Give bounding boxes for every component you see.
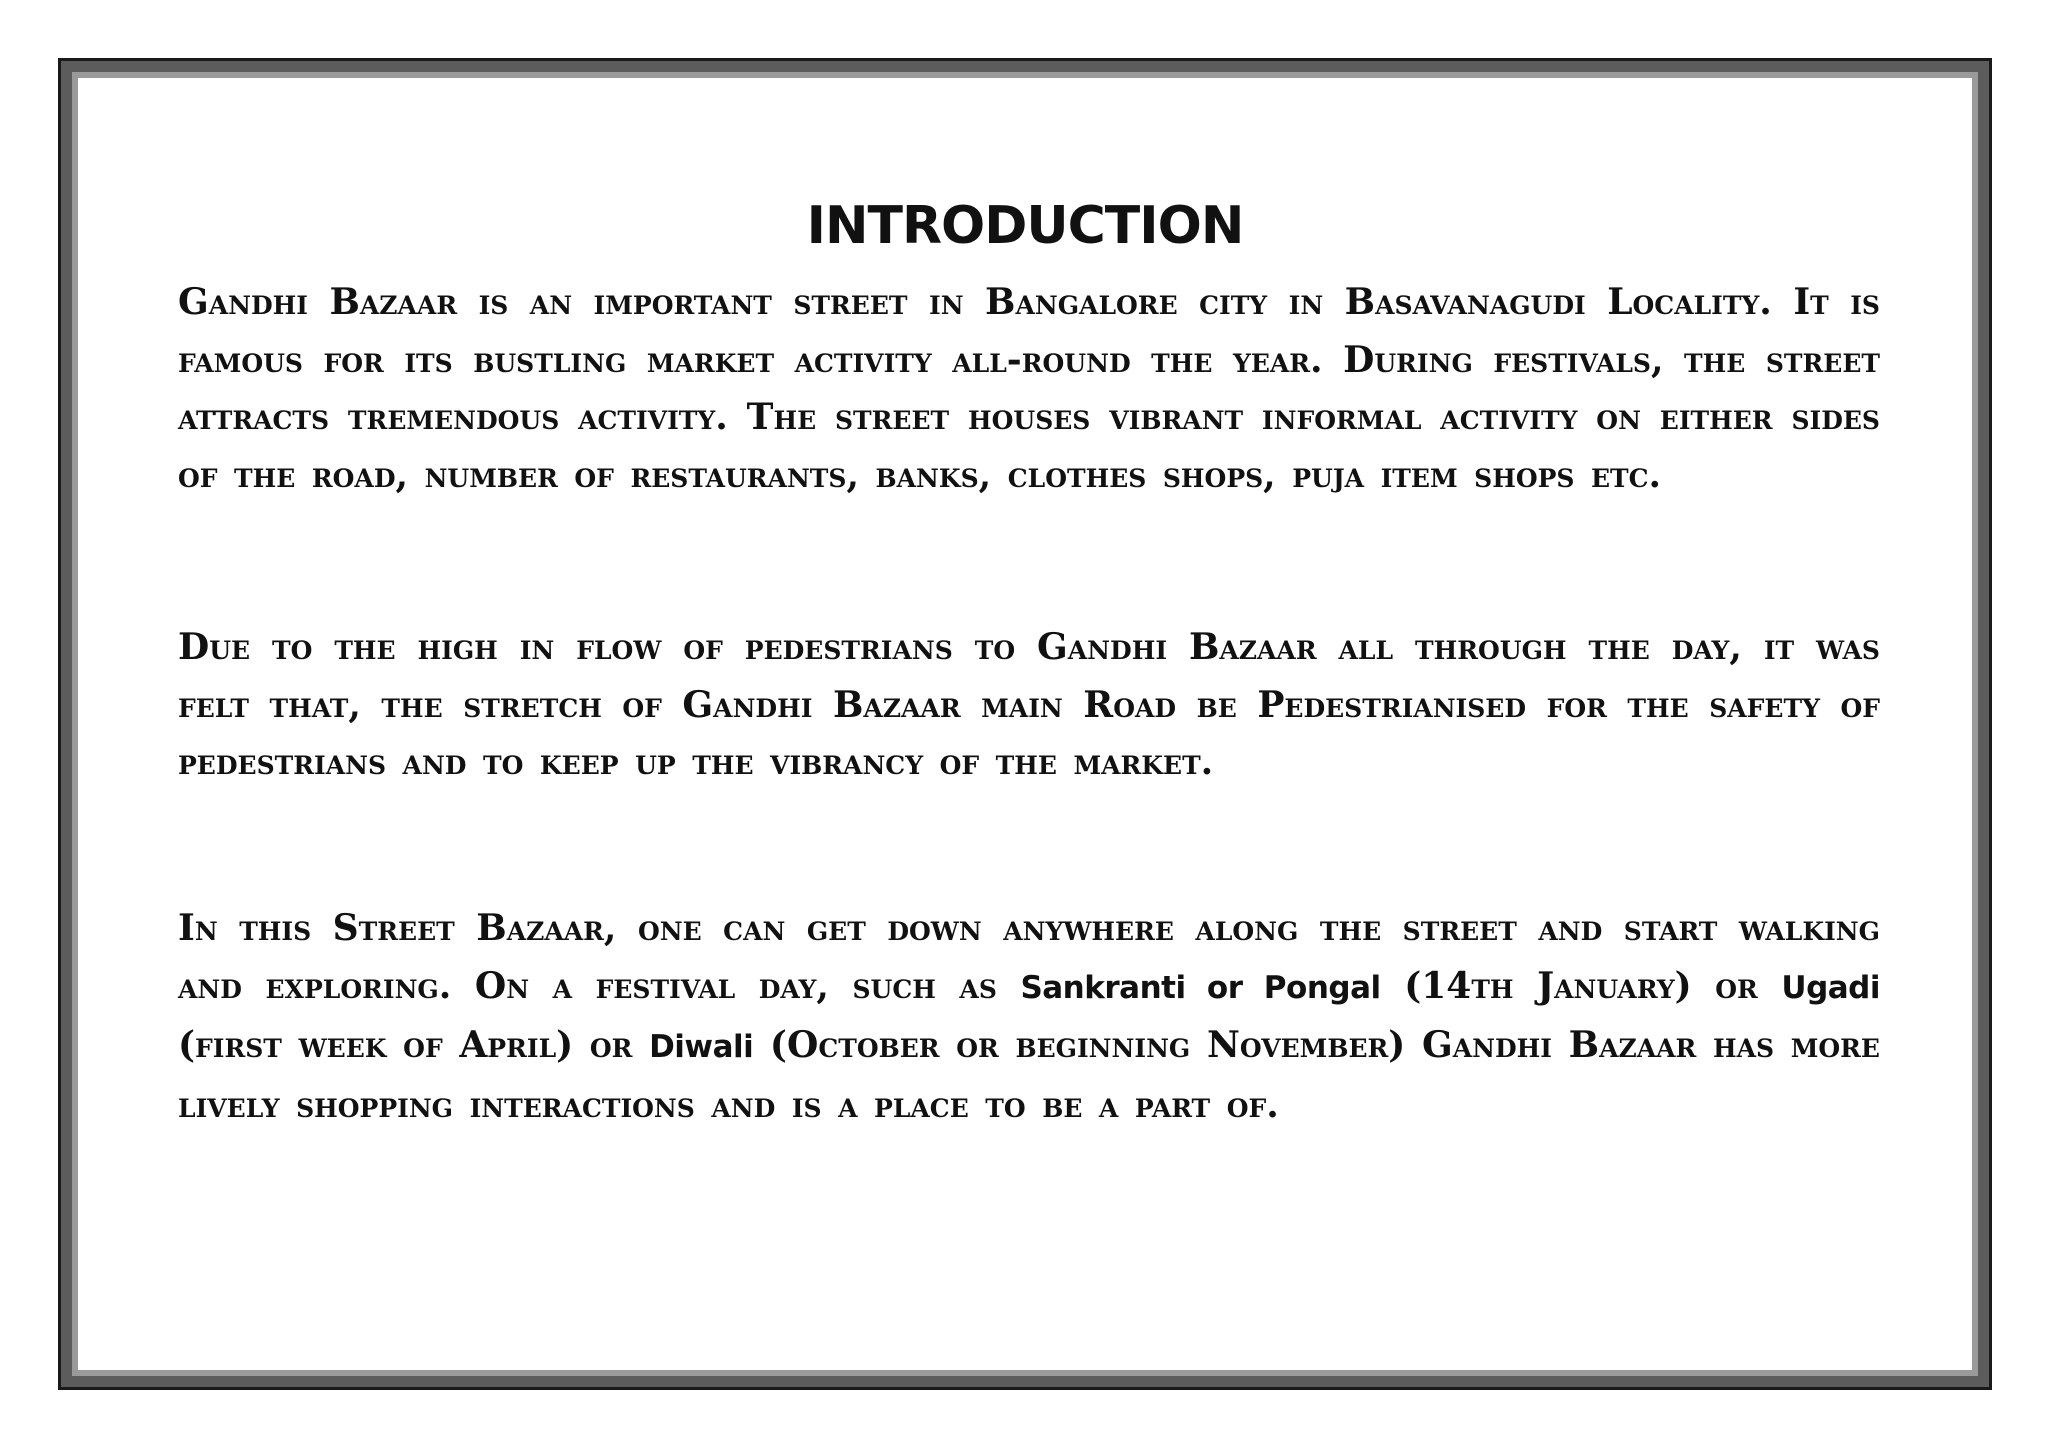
festival-ugadi: Ugadi — [1781, 969, 1880, 1006]
intro-paragraph-1: Gandhi Bazaar is an important street in Bangalore city in Basavanagudi Locality. It is famous for its bustling market activity all-round the year. During festivals, the street attracts tremendous activity. The street houses vibrant informal activity on either sides of the road, number of restaurants, banks, clothes shops, puja item shops etc. — [178, 281, 1880, 496]
page-border-outer — [58, 58, 1992, 1390]
page-title: INTRODUCTION — [806, 196, 1244, 256]
festival-sankranti: Sankranti or Pongal — [1020, 969, 1381, 1006]
paragraph-3-text-3: (first week of April) or — [178, 1024, 650, 1066]
page-content-area — [78, 78, 1972, 1370]
page-border-inner — [72, 72, 1978, 1376]
paragraph-3-text-4: (October or beginning November) Gandhi Bazaar has more lively shopping interactions and is a place to be a part of. — [178, 1024, 1880, 1126]
intro-paragraph-3 — [178, 900, 1880, 1134]
festival-diwali: Diwali — [649, 1029, 754, 1065]
paragraph-3-text-2: (14th January) or — [1380, 964, 1782, 1007]
intro-paragraph-2: Due to the high in flow of pedestrians to Gandhi Bazaar all through the day, it was felt that, the stretch of Gandhi Bazaar main Road be Pedestrianised for the safety of pedestrians and to keep up the vibrancy of the market. — [178, 626, 1880, 783]
paragraph-3-text-1: In this Street Bazaar, one can get down anywhere along the street and start walking and exploring. On a festival day, such as — [178, 907, 1880, 1007]
